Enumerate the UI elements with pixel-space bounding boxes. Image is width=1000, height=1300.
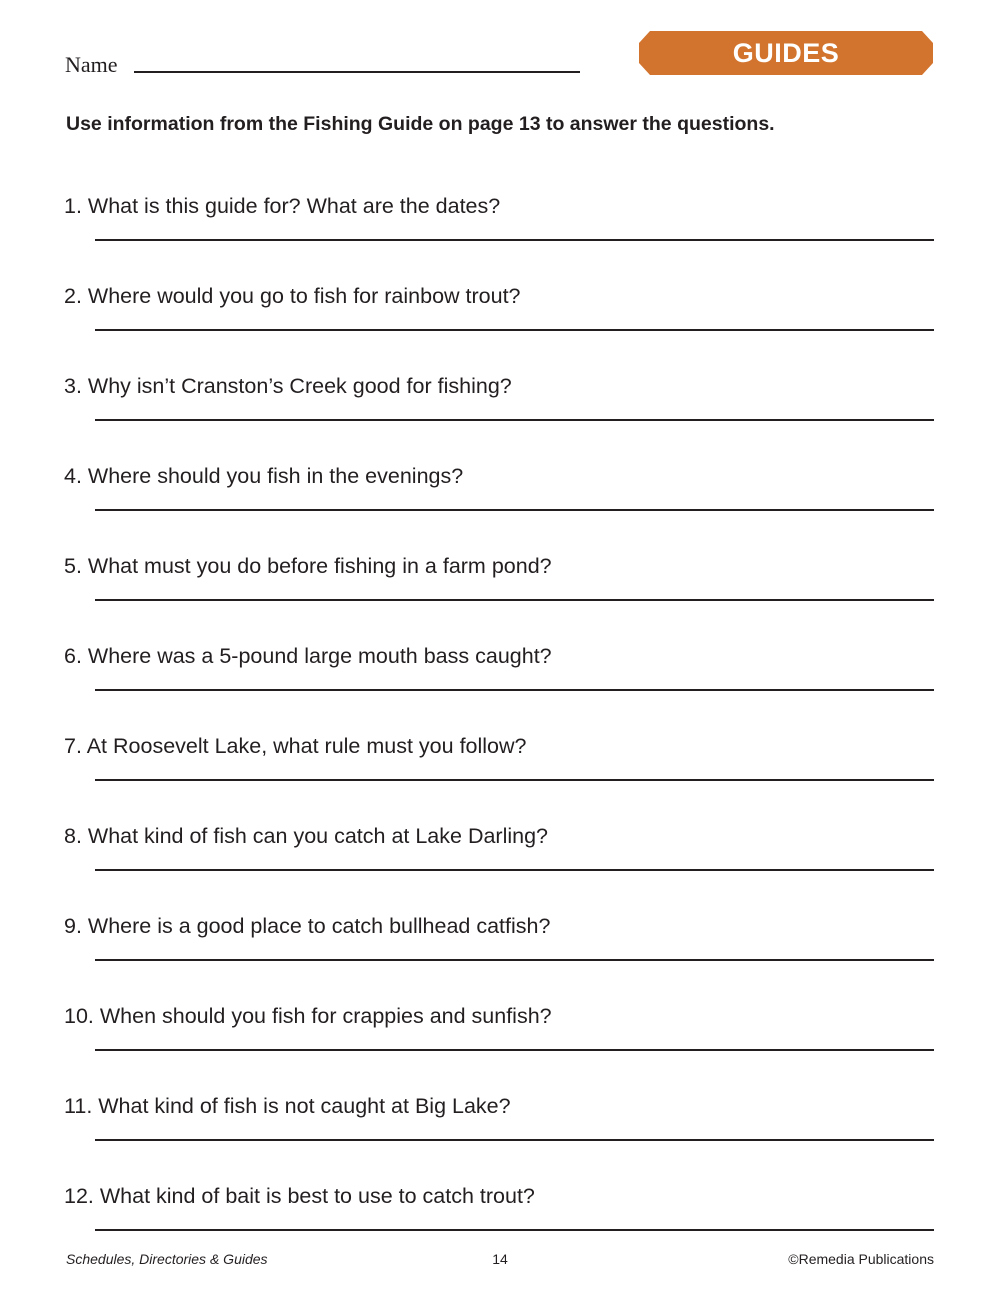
question-2: [0, 281, 1000, 371]
question-text: 6. Where was a 5-pound large mouth bass caught?: [64, 644, 552, 668]
question-4: [0, 461, 1000, 551]
question-text: 10. When should you fish for crappies and sunfish?: [64, 1004, 552, 1028]
question-text: 2. Where would you go to fish for rainbow trout?: [64, 284, 521, 308]
answer-line[interactable]: [95, 239, 934, 241]
guides-badge: [638, 30, 934, 76]
question-text: 4. Where should you fish in the evenings?: [64, 464, 464, 488]
answer-line[interactable]: [95, 509, 934, 511]
question-1: [0, 191, 1000, 281]
answer-line[interactable]: [95, 599, 934, 601]
footer-book-title: Schedules, Directories & Guides: [66, 1251, 268, 1267]
question-7: [0, 731, 1000, 821]
answer-line[interactable]: [95, 1139, 934, 1141]
question-text: 11. What kind of fish is not caught at Big Lake?: [64, 1094, 511, 1118]
badge-label: GUIDES: [732, 38, 840, 68]
name-answer-line: [134, 71, 580, 73]
footer-publisher: ©Remedia Publications: [788, 1251, 934, 1267]
question-8: [0, 821, 1000, 911]
question-11: [0, 1091, 1000, 1181]
question-10: [0, 1001, 1000, 1091]
footer-page-number: 14: [492, 1251, 508, 1267]
question-9: [0, 911, 1000, 1001]
answer-line[interactable]: [95, 689, 934, 691]
answer-line[interactable]: [95, 779, 934, 781]
instructions: Use information from the Fishing Guide on page 13 to answer the questions.: [66, 113, 775, 135]
question-3: [0, 371, 1000, 461]
name-label: Name: [65, 52, 118, 77]
answer-line[interactable]: [95, 419, 934, 421]
question-text: 7. At Roosevelt Lake, what rule must you follow?: [64, 734, 527, 758]
question-text: 5. What must you do before fishing in a farm pond?: [64, 554, 552, 578]
answer-line[interactable]: [95, 869, 934, 871]
answer-line[interactable]: [95, 329, 934, 331]
question-text: 8. What kind of fish can you catch at Lake Darling?: [64, 824, 549, 848]
answer-line[interactable]: [95, 959, 934, 961]
answer-line[interactable]: [95, 1049, 934, 1051]
question-6: [0, 641, 1000, 731]
question-text: 1. What is this guide for? What are the dates?: [64, 194, 501, 218]
question-5: [0, 551, 1000, 641]
question-text: 12. What kind of bait is best to use to catch trout?: [64, 1184, 535, 1208]
answer-line[interactable]: [95, 1229, 934, 1231]
question-text: 3. Why isn’t Cranston’s Creek good for fishing?: [64, 374, 512, 398]
question-text: 9. Where is a good place to catch bullhead catfish?: [64, 914, 551, 938]
